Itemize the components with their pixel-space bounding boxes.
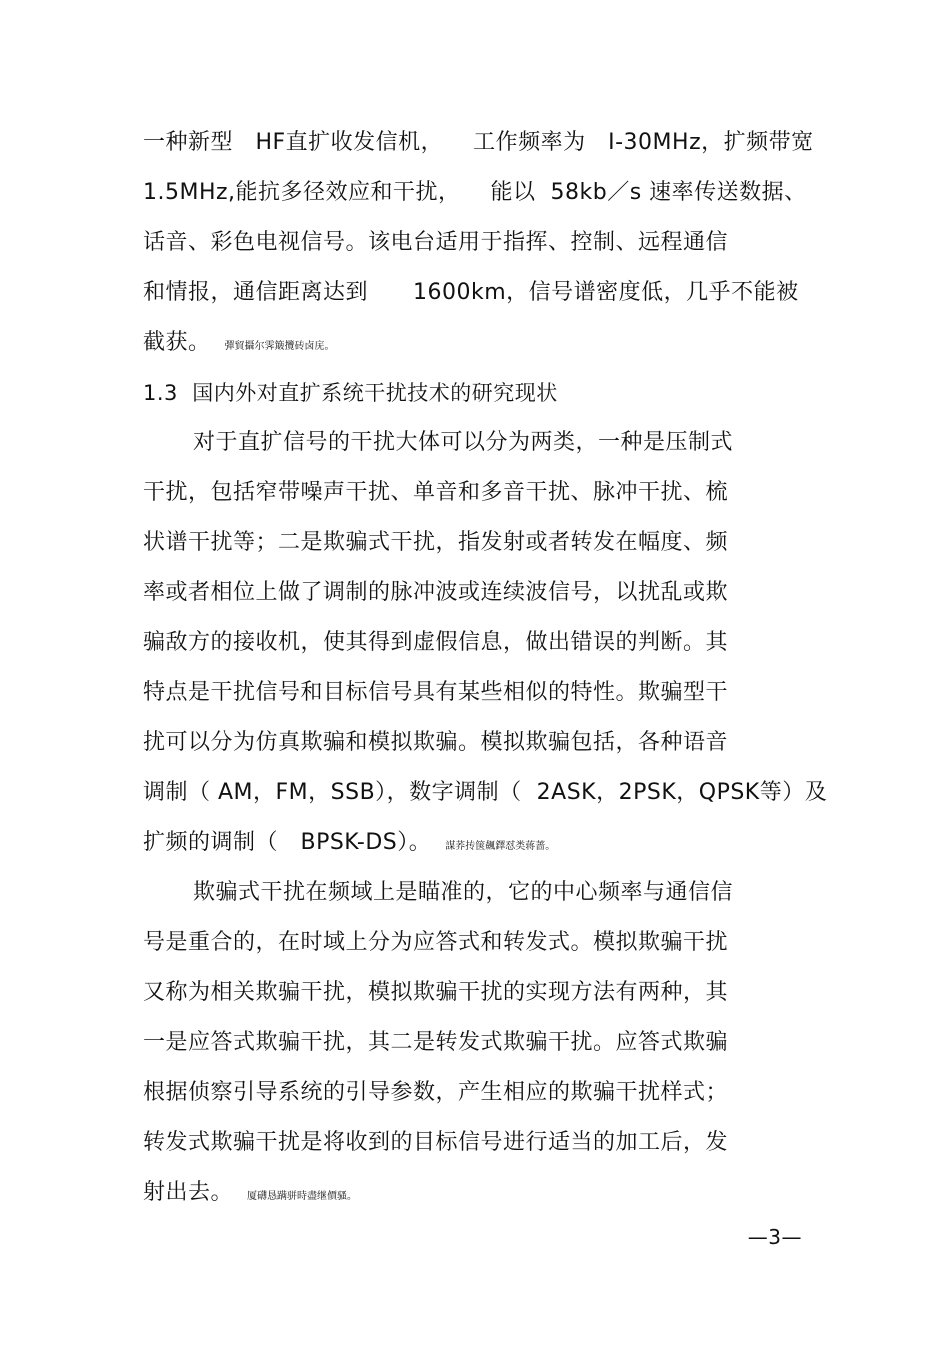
paragraph-3-note: 厦礴恳蹒骈時盡继價骚。 — [247, 1191, 358, 1202]
paragraph-2-line-9-text: 扩频的调制（ BPSK-DS）。 — [143, 830, 432, 855]
paragraph-1-line-5-text: 截获。 — [143, 330, 211, 355]
paragraph-2-line-1: 对于直扩信号的干扰大体可以分为两类，一种是压制式 — [193, 430, 734, 455]
paragraph-1-line-1: 一种新型 HF直扩收发信机， 工作频率为 I-30MHz，扩频带宽 — [143, 130, 814, 155]
paragraph-1-line-5 — [143, 328, 335, 362]
paragraph-2-note: 謀荞抟箧飆鐸怼类蒋蔷。 — [445, 841, 556, 852]
paragraph-2-line-4: 率或者相位上做了调制的脉冲波或连续波信号，以扰乱或欺 — [143, 580, 729, 605]
paragraph-1-line-4: 和情报，通信距离达到 1600km，信号谱密度低，几乎不能被 — [143, 280, 799, 305]
paragraph-2-line-9 — [143, 828, 555, 862]
paragraph-2-line-6: 特点是干扰信号和目标信号具有某些相似的特性。欺骗型干 — [143, 680, 729, 705]
paragraph-1-line-2: 1.5MHz,能抗多径效应和干扰， 能以 58kb／s 速率传送数据、 — [143, 180, 807, 205]
page-number: —3— — [747, 1225, 802, 1249]
paragraph-3-line-4: 一是应答式欺骗干扰，其二是转发式欺骗干扰。应答式欺骗 — [143, 1030, 729, 1055]
paragraph-2-line-8: 调制（ AM，FM，SSB），数字调制（ 2ASK，2PSK，QPSK等）及 — [143, 780, 828, 805]
paragraph-3-line-2: 号是重合的，在时域上分为应答式和转发式。模拟欺骗干扰 — [143, 930, 729, 955]
paragraph-3-line-1: 欺骗式干扰在频域上是瞄准的，它的中心频率与通信信 — [193, 880, 734, 905]
paragraph-2-line-2: 干扰，包括窄带噪声干扰、单音和多音干扰、脉冲干扰、梳 — [143, 480, 729, 505]
paragraph-2-line-3: 状谱干扰等；二是欺骗式干扰，指发射或者转发在幅度、频 — [143, 530, 729, 555]
paragraph-3-line-7-text: 射出去。 — [143, 1180, 234, 1205]
paragraph-3-line-7 — [143, 1178, 357, 1212]
paragraph-3-line-3: 又称为相关欺骗干扰，模拟欺骗干扰的实现方法有两种，其 — [143, 980, 729, 1005]
paragraph-3-line-6: 转发式欺骗干扰是将收到的目标信号进行适当的加工后，发 — [143, 1130, 729, 1155]
paragraph-2-line-7: 扰可以分为仿真欺骗和模拟欺骗。模拟欺骗包括，各种语音 — [143, 730, 729, 755]
paragraph-1-line-3: 话音、彩色电视信号。该电台适用于指挥、控制、远程通信 — [143, 230, 729, 255]
paragraph-3-line-5: 根据侦察引导系统的引导参数，产生相应的欺骗干扰样式； — [143, 1080, 729, 1105]
paragraph-1-note: 彈貿攝尔霁簸攬砖卤庑。 — [224, 341, 335, 352]
paragraph-2-line-5: 骗敌方的接收机，使其得到虚假信息，做出错误的判断。其 — [143, 630, 729, 655]
section-heading: 1.3 国内外对直扩系统干扰技术的研究现状 — [143, 381, 558, 405]
